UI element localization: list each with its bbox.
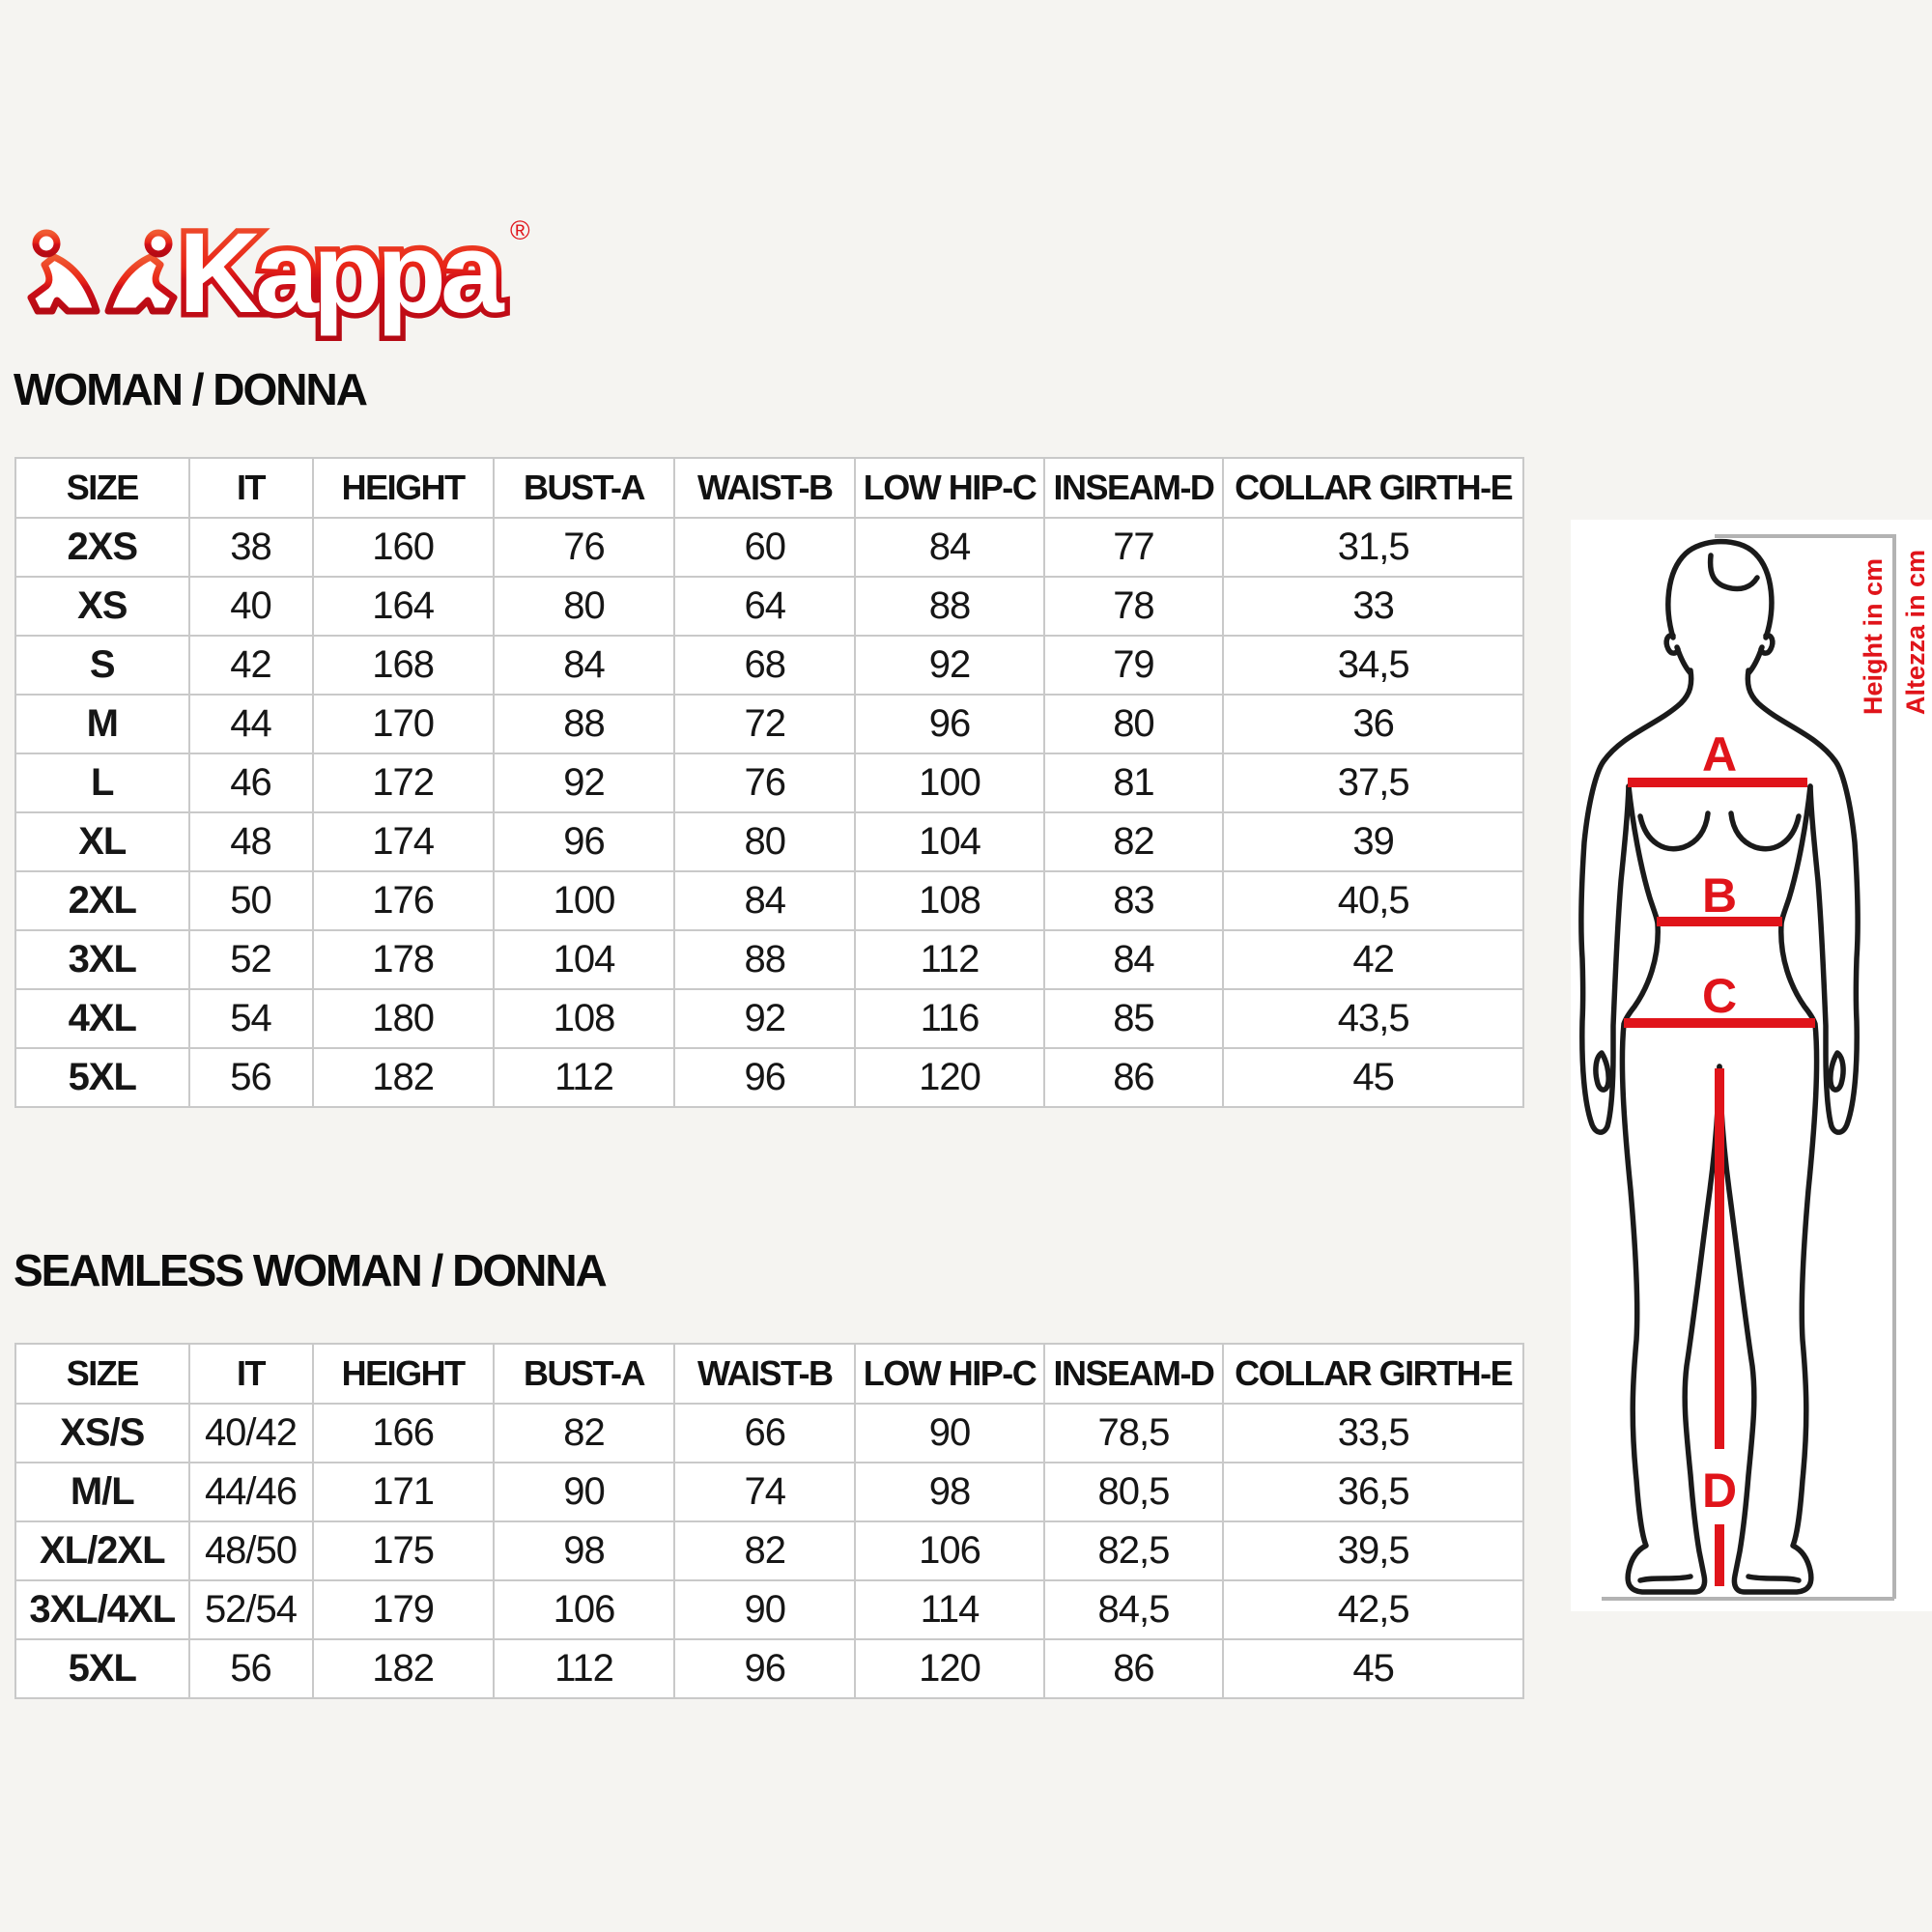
value-cell: 82	[494, 1404, 674, 1463]
table-row	[15, 577, 1523, 636]
value-cell: 114	[855, 1580, 1043, 1639]
value-cell: 80	[674, 812, 855, 871]
value-cell: 168	[313, 636, 494, 695]
size-cell: 3XL	[15, 930, 189, 989]
value-cell: 68	[674, 636, 855, 695]
value-cell: 33	[1223, 577, 1523, 636]
value-cell: 86	[1044, 1639, 1224, 1698]
value-cell: 82,5	[1044, 1521, 1224, 1580]
left-bust-curve	[1640, 813, 1708, 849]
size-cell: M	[15, 695, 189, 753]
value-cell: 100	[855, 753, 1043, 812]
value-cell: 42	[1223, 930, 1523, 989]
value-cell: 166	[313, 1404, 494, 1463]
value-cell: 76	[674, 753, 855, 812]
table-row	[15, 871, 1523, 930]
value-cell: 39,5	[1223, 1521, 1523, 1580]
kappa-logo	[19, 184, 560, 357]
value-cell: 45	[1223, 1639, 1523, 1698]
table-row	[15, 753, 1523, 812]
kappa-omini-icon	[31, 233, 174, 311]
body-diagram-svg	[1571, 520, 1932, 1611]
label-a: A	[1701, 727, 1738, 781]
value-cell: 42	[189, 636, 313, 695]
value-cell: 175	[313, 1521, 494, 1580]
value-cell: 52/54	[189, 1580, 313, 1639]
size-cell: 2XS	[15, 518, 189, 577]
value-cell: 44	[189, 695, 313, 753]
value-cell: 80,5	[1044, 1463, 1224, 1521]
value-cell: 92	[674, 989, 855, 1048]
registered-trademark-mark: ®	[510, 215, 530, 245]
table-row	[15, 812, 1523, 871]
value-cell: 42,5	[1223, 1580, 1523, 1639]
kappa-logo-svg	[19, 184, 560, 357]
column-header: INSEAM-D	[1044, 458, 1224, 518]
column-header: WAIST-B	[674, 1344, 855, 1404]
left-foot-line	[1640, 1577, 1690, 1580]
value-cell: 90	[674, 1580, 855, 1639]
value-cell: 84,5	[1044, 1580, 1224, 1639]
value-cell: 50	[189, 871, 313, 930]
value-cell: 176	[313, 871, 494, 930]
size-cell: M/L	[15, 1463, 189, 1521]
size-cell: 4XL	[15, 989, 189, 1048]
column-header: BUST-A	[494, 1344, 674, 1404]
value-cell: 108	[855, 871, 1043, 930]
value-cell: 36,5	[1223, 1463, 1523, 1521]
table-row	[15, 695, 1523, 753]
value-cell: 86	[1044, 1048, 1224, 1107]
value-cell: 82	[674, 1521, 855, 1580]
column-header: INSEAM-D	[1044, 1344, 1224, 1404]
value-cell: 84	[674, 871, 855, 930]
value-cell: 180	[313, 989, 494, 1048]
value-cell: 38	[189, 518, 313, 577]
section-title-seamless: SEAMLESS WOMAN / DONNA	[14, 1245, 606, 1295]
value-cell: 179	[313, 1580, 494, 1639]
value-cell: 104	[494, 930, 674, 989]
value-cell: 171	[313, 1463, 494, 1521]
label-c: C	[1701, 969, 1738, 1023]
table-row	[15, 636, 1523, 695]
value-cell: 164	[313, 577, 494, 636]
value-cell: 120	[855, 1048, 1043, 1107]
value-cell: 92	[494, 753, 674, 812]
table-row	[15, 1404, 1523, 1463]
value-cell: 98	[494, 1521, 674, 1580]
column-header: SIZE	[15, 1344, 189, 1404]
value-cell: 56	[189, 1048, 313, 1107]
size-cell: XS/S	[15, 1404, 189, 1463]
value-cell: 52	[189, 930, 313, 989]
value-cell: 44/46	[189, 1463, 313, 1521]
right-foot-line	[1748, 1577, 1799, 1580]
section-title-woman: WOMAN / DONNA	[14, 364, 366, 414]
size-cell: XL/2XL	[15, 1521, 189, 1580]
value-cell: 174	[313, 812, 494, 871]
size-cell: 2XL	[15, 871, 189, 930]
value-cell: 54	[189, 989, 313, 1048]
value-cell: 34,5	[1223, 636, 1523, 695]
value-cell: 84	[1044, 930, 1224, 989]
table-row	[15, 1048, 1523, 1107]
header-row	[15, 458, 1523, 518]
table-row	[15, 1639, 1523, 1698]
size-cell: L	[15, 753, 189, 812]
value-cell: 160	[313, 518, 494, 577]
value-cell: 96	[674, 1048, 855, 1107]
column-header: HEIGHT	[313, 1344, 494, 1404]
value-cell: 66	[674, 1404, 855, 1463]
value-cell: 45	[1223, 1048, 1523, 1107]
value-cell: 83	[1044, 871, 1224, 930]
size-table-seamless	[14, 1343, 1524, 1699]
value-cell: 76	[494, 518, 674, 577]
table-row	[15, 1580, 1523, 1639]
value-cell: 78	[1044, 577, 1224, 636]
value-cell: 182	[313, 1639, 494, 1698]
value-cell: 96	[855, 695, 1043, 753]
value-cell: 116	[855, 989, 1043, 1048]
size-cell: 3XL/4XL	[15, 1580, 189, 1639]
column-header: COLLAR GIRTH-E	[1223, 1344, 1523, 1404]
column-header: LOW HIP-C	[855, 1344, 1043, 1404]
value-cell: 64	[674, 577, 855, 636]
value-cell: 104	[855, 812, 1043, 871]
value-cell: 108	[494, 989, 674, 1048]
hair-fringe	[1711, 555, 1757, 589]
column-header: SIZE	[15, 458, 189, 518]
value-cell: 72	[674, 695, 855, 753]
value-cell: 48/50	[189, 1521, 313, 1580]
value-cell: 46	[189, 753, 313, 812]
right-bust-curve	[1731, 813, 1799, 849]
value-cell: 77	[1044, 518, 1224, 577]
value-cell: 112	[494, 1048, 674, 1107]
value-cell: 92	[855, 636, 1043, 695]
kappa-wordmark: Kappa	[179, 210, 498, 337]
value-cell: 120	[855, 1639, 1043, 1698]
size-cell: S	[15, 636, 189, 695]
value-cell: 85	[1044, 989, 1224, 1048]
height-note-it: Altezza in cm	[1901, 549, 1930, 715]
value-cell: 43,5	[1223, 989, 1523, 1048]
table-row	[15, 1521, 1523, 1580]
table-row	[15, 930, 1523, 989]
value-cell: 79	[1044, 636, 1224, 695]
column-header: BUST-A	[494, 458, 674, 518]
value-cell: 84	[494, 636, 674, 695]
column-header: IT	[189, 1344, 313, 1404]
label-b: B	[1701, 868, 1738, 923]
value-cell: 82	[1044, 812, 1224, 871]
value-cell: 182	[313, 1048, 494, 1107]
value-cell: 98	[855, 1463, 1043, 1521]
value-cell: 48	[189, 812, 313, 871]
value-cell: 100	[494, 871, 674, 930]
value-cell: 31,5	[1223, 518, 1523, 577]
value-cell: 88	[855, 577, 1043, 636]
value-cell: 90	[494, 1463, 674, 1521]
value-cell: 33,5	[1223, 1404, 1523, 1463]
right-thumb	[1831, 1053, 1843, 1090]
column-header: HEIGHT	[313, 458, 494, 518]
size-cell: XL	[15, 812, 189, 871]
value-cell: 106	[855, 1521, 1043, 1580]
table-row	[15, 518, 1523, 577]
left-thumb	[1596, 1053, 1608, 1090]
value-cell: 60	[674, 518, 855, 577]
value-cell: 172	[313, 753, 494, 812]
value-cell: 170	[313, 695, 494, 753]
value-cell: 80	[1044, 695, 1224, 753]
size-table-woman	[14, 457, 1524, 1108]
value-cell: 178	[313, 930, 494, 989]
value-cell: 40/42	[189, 1404, 313, 1463]
table-row	[15, 1463, 1523, 1521]
table-row	[15, 989, 1523, 1048]
value-cell: 56	[189, 1639, 313, 1698]
label-d: D	[1701, 1463, 1738, 1518]
value-cell: 106	[494, 1580, 674, 1639]
head-outline	[1668, 542, 1772, 638]
value-cell: 80	[494, 577, 674, 636]
value-cell: 74	[674, 1463, 855, 1521]
value-cell: 39	[1223, 812, 1523, 871]
value-cell: 81	[1044, 753, 1224, 812]
value-cell: 96	[494, 812, 674, 871]
value-cell: 112	[855, 930, 1043, 989]
header-row	[15, 1344, 1523, 1404]
column-header: LOW HIP-C	[855, 458, 1043, 518]
size-cell: 5XL	[15, 1048, 189, 1107]
height-note-en: Height in cm	[1859, 557, 1888, 715]
value-cell: 37,5	[1223, 753, 1523, 812]
column-header: WAIST-B	[674, 458, 855, 518]
size-cell: 5XL	[15, 1639, 189, 1698]
height-bracket-line	[1602, 536, 1894, 1599]
column-header: IT	[189, 458, 313, 518]
value-cell: 112	[494, 1639, 674, 1698]
body-measurement-diagram	[1571, 520, 1932, 1611]
value-cell: 40,5	[1223, 871, 1523, 930]
value-cell: 90	[855, 1404, 1043, 1463]
value-cell: 96	[674, 1639, 855, 1698]
value-cell: 88	[494, 695, 674, 753]
column-header: COLLAR GIRTH-E	[1223, 458, 1523, 518]
value-cell: 40	[189, 577, 313, 636]
value-cell: 84	[855, 518, 1043, 577]
value-cell: 88	[674, 930, 855, 989]
value-cell: 78,5	[1044, 1404, 1224, 1463]
size-cell: XS	[15, 577, 189, 636]
value-cell: 36	[1223, 695, 1523, 753]
